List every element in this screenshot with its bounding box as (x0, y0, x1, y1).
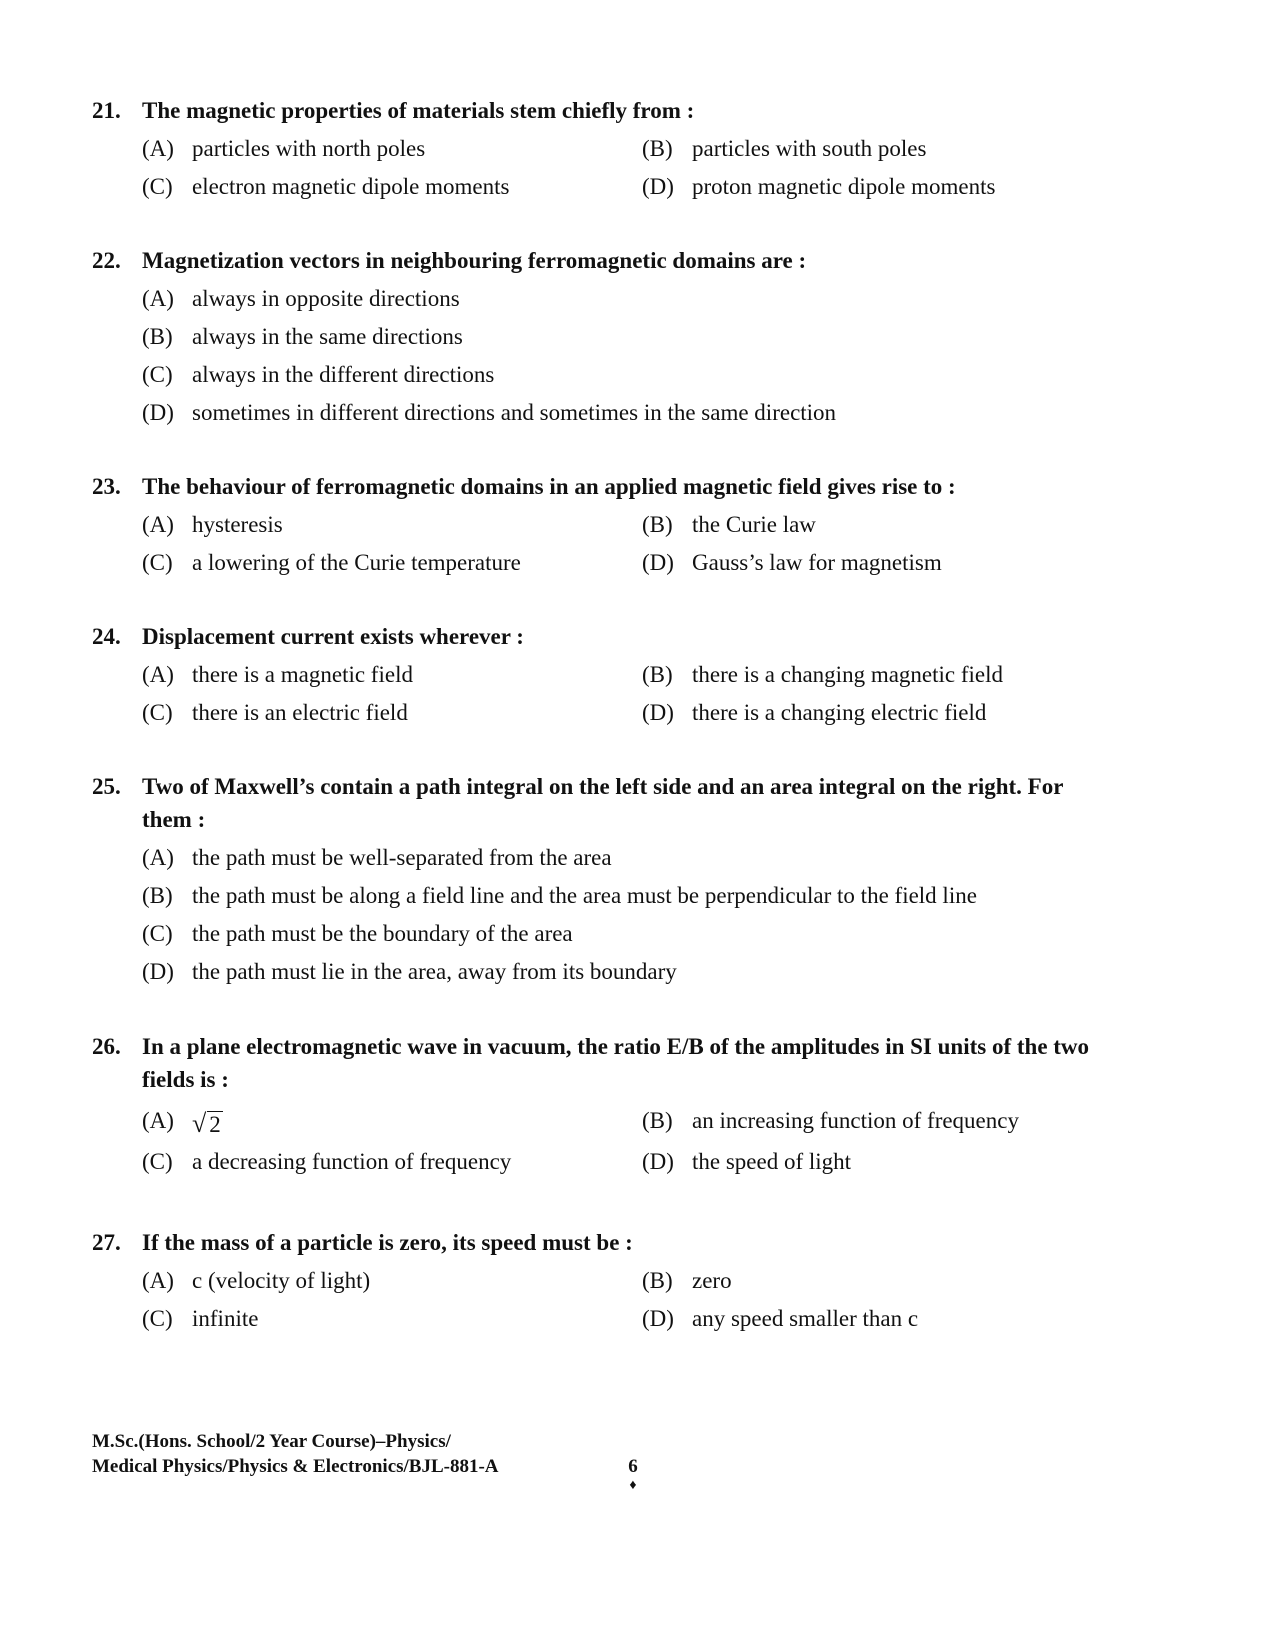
option-b (642, 1268, 1142, 1294)
option-label: (B) (642, 1268, 673, 1293)
option-label: (A) (142, 1107, 174, 1133)
option-text: a lowering of the Curie temperature (192, 550, 521, 575)
option-text: there is a magnetic field (192, 662, 413, 687)
square-root-expression (192, 1111, 223, 1137)
question-number: 26. (92, 1034, 121, 1059)
question-24 (92, 620, 1112, 732)
option-text: always in opposite directions (192, 286, 460, 311)
option-a (142, 136, 642, 162)
option-label: (A) (142, 845, 174, 870)
question-stem (92, 244, 1112, 277)
option-text: always in the same directions (192, 324, 463, 349)
square-root-icon: √ (192, 1109, 207, 1139)
question-number: 23. (92, 474, 121, 499)
footer-line-1: M.Sc.(Hons. School/2 Year Course)–Physics/ (92, 1431, 451, 1452)
option-text: an increasing function of frequency (692, 1108, 1019, 1133)
option-c (142, 1306, 642, 1332)
option-text: c (velocity of light) (192, 1268, 371, 1293)
option-d (642, 700, 1142, 726)
option-b (142, 883, 1112, 909)
option-text: there is a changing electric field (692, 700, 987, 725)
option-label: (B) (142, 883, 173, 908)
question-number: 21. (92, 98, 121, 123)
option-d (142, 400, 1112, 426)
footer-course-info (92, 1429, 499, 1479)
option-text: infinite (192, 1306, 259, 1331)
option-text: always in the different directions (192, 362, 495, 387)
option-label: (A) (142, 1268, 174, 1293)
option-text: any speed smaller than c (692, 1306, 919, 1331)
question-number: 24. (92, 624, 121, 649)
options-list (142, 1099, 1112, 1181)
option-text: there is a changing magnetic field (692, 662, 1004, 687)
option-a (142, 1268, 642, 1294)
page-number: 6 (628, 1456, 638, 1477)
question-text: The magnetic properties of materials stem chiefly from : (142, 98, 695, 123)
options-list (142, 839, 1112, 991)
option-text: there is an electric field (192, 700, 408, 725)
question-23 (92, 470, 1112, 582)
question-number: 25. (92, 774, 121, 799)
option-text: a decreasing function of frequency (192, 1149, 512, 1174)
option-label: (B) (642, 1108, 673, 1133)
option-d (642, 1306, 1142, 1332)
option-d (642, 550, 1142, 576)
question-text: Magnetization vectors in neighbouring ferromagnetic domains are : (142, 248, 807, 273)
option-text: the path must be the boundary of the area (192, 921, 573, 946)
option-text: electron magnetic dipole moments (192, 174, 510, 199)
option-label: (B) (642, 662, 673, 687)
question-number: 27. (92, 1230, 121, 1255)
option-a (142, 1105, 642, 1137)
option-label: (C) (142, 1149, 173, 1174)
option-b (642, 1108, 1142, 1134)
option-label: (D) (142, 400, 174, 425)
question-27 (92, 1226, 1112, 1338)
option-label: (D) (142, 959, 174, 984)
option-label: (C) (142, 1306, 173, 1331)
question-stem (92, 470, 1112, 503)
option-c (142, 921, 1112, 947)
option-label: (A) (142, 286, 174, 311)
option-a (142, 286, 1112, 312)
question-text: In a plane electromagnetic wave in vacuum, the ratio E/B of the amplitudes in SI units of the two fields is : (142, 1034, 1090, 1092)
option-c (142, 1149, 642, 1175)
footer-line-2: Medical Physics/Physics & Electronics/BJL-881-A (92, 1456, 499, 1477)
option-b (642, 662, 1142, 688)
option-c (142, 174, 642, 200)
options-list (142, 506, 1112, 582)
option-label: (C) (142, 921, 173, 946)
option-text: sometimes in different directions and sometimes in the same direction (192, 400, 837, 425)
question-text: The behaviour of ferromagnetic domains in an applied magnetic field gives rise to : (142, 474, 956, 499)
option-label: (C) (142, 700, 173, 725)
option-label: (B) (642, 136, 673, 161)
option-text: the path must be well-separated from the area (192, 845, 612, 870)
option-c (142, 700, 642, 726)
option-label: (D) (642, 1306, 674, 1331)
option-b (642, 512, 1142, 538)
option-a (142, 845, 1112, 871)
option-d (642, 1149, 1142, 1175)
option-text: proton magnetic dipole moments (692, 174, 996, 199)
option-label: (A) (142, 136, 174, 161)
option-label: (A) (142, 512, 174, 537)
option-text: 2 (209, 1111, 221, 1137)
question-21 (92, 94, 1112, 206)
option-text: particles with north poles (192, 136, 426, 161)
option-label: (C) (142, 550, 173, 575)
option-d (642, 174, 1142, 200)
question-25 (92, 770, 1112, 991)
option-text: Gauss’s law for magnetism (692, 550, 942, 575)
option-b (642, 136, 1142, 162)
option-text: the speed of light (692, 1149, 852, 1174)
option-label: (D) (642, 1149, 674, 1174)
option-text: particles with south poles (692, 136, 927, 161)
question-text: Two of Maxwell’s contain a path integral on the left side and an area integral on the right. For them : (142, 774, 1064, 832)
option-text: the path must lie in the area, away from its boundary (192, 959, 677, 984)
question-22 (92, 244, 1112, 432)
option-text: hysteresis (192, 512, 283, 537)
option-label: (C) (142, 362, 173, 387)
option-label: (C) (142, 174, 173, 199)
options-list (142, 1262, 1112, 1338)
question-number: 22. (92, 248, 121, 273)
options-list (142, 656, 1112, 732)
option-d (142, 959, 1112, 985)
question-text: If the mass of a particle is zero, its speed must be : (142, 1230, 633, 1255)
option-c (142, 362, 1112, 388)
option-label: (B) (642, 512, 673, 537)
options-list (142, 280, 1112, 432)
diamond-icon: ♦ (629, 1478, 637, 1493)
option-text: the Curie law (692, 512, 816, 537)
option-label: (D) (642, 174, 674, 199)
option-a (142, 512, 642, 538)
question-26 (92, 1030, 1112, 1181)
option-b (142, 324, 1112, 350)
option-label: (B) (142, 324, 173, 349)
question-stem (92, 1030, 1112, 1096)
option-label: (D) (642, 700, 674, 725)
question-stem (92, 770, 1112, 836)
option-label: (D) (642, 550, 674, 575)
question-stem (92, 1226, 1112, 1259)
question-stem (92, 94, 1112, 127)
question-stem (92, 620, 1112, 653)
option-c (142, 550, 642, 576)
options-list (142, 130, 1112, 206)
option-text: the path must be along a field line and the area must be perpendicular to the field line (192, 883, 977, 908)
option-a (142, 662, 642, 688)
option-text: zero (692, 1268, 732, 1293)
option-label: (A) (142, 662, 174, 687)
question-text: Displacement current exists wherever : (142, 624, 524, 649)
